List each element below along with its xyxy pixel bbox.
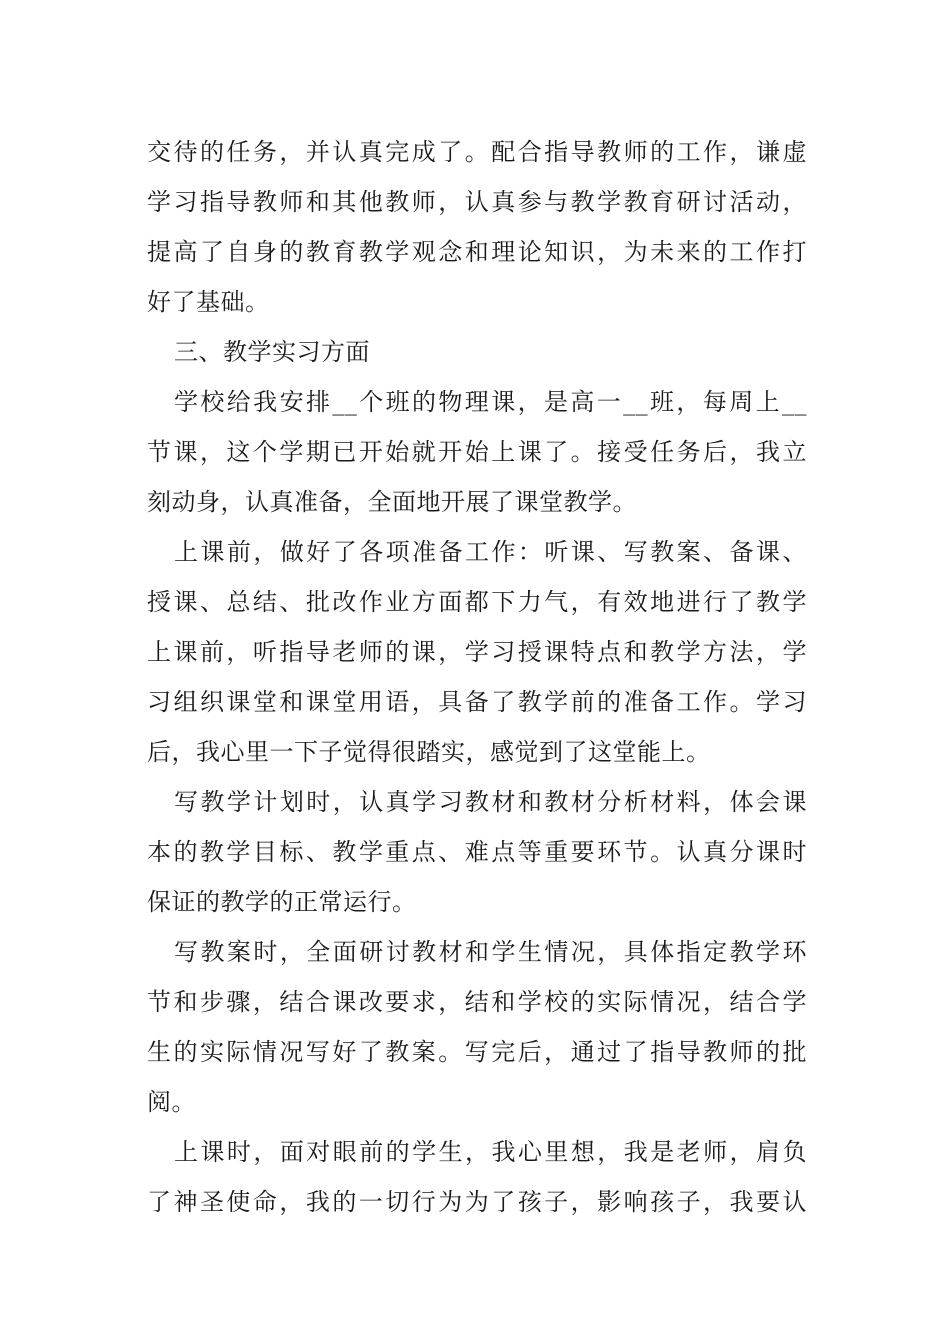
text-line: 上课前，听指导老师的课，学习授课特点和教学方法，学 (147, 638, 807, 666)
text-line: 生的实际情况写好了教案。写完后，通过了指导教师的批 (147, 1038, 807, 1066)
text-line: 授课、总结、批改作业方面都下力气，有效地进行了教学 (147, 588, 807, 616)
text-line: 了神圣使命，我的一切行为为了孩子，影响孩子，我要认 (147, 1188, 807, 1216)
text-line: 学校给我安排__个班的物理课，是高一__班，每周上__ (174, 388, 807, 416)
text-line: 节和步骤，结合课改要求，结和学校的实际情况，结合学 (147, 988, 807, 1016)
text-line: 上课前，做好了各项准备工作：听课、写教案、备课、 (174, 538, 807, 566)
text-line: 节课，这个学期已开始就开始上课了。接受任务后，我立 (147, 438, 807, 466)
text-line: 刻动身，认真准备，全面地开展了课堂教学。 (147, 488, 637, 516)
text-line: 写教学计划时，认真学习教材和教材分析材料，体会课 (174, 788, 807, 816)
text-line: 本的教学目标、教学重点、难点等重要环节。认真分课时 (147, 838, 807, 866)
text-line: 好了基础。 (147, 288, 270, 316)
document-body (147, 127, 807, 1227)
text-line: 后，我心里一下子觉得很踏实，感觉到了这堂能上。 (147, 738, 711, 766)
text-line: 写教案时，全面研讨教材和学生情况，具体指定教学环 (174, 938, 807, 966)
text-line: 交待的任务，并认真完成了。配合指导教师的工作，谦虚 (147, 138, 807, 166)
section-heading: 三、教学实习方面 (174, 338, 370, 366)
text-line: 阅。 (147, 1088, 196, 1116)
text-line: 习组织课堂和课堂用语，具备了教学前的准备工作。学习 (147, 688, 807, 716)
text-line: 学习指导教师和其他教师，认真参与教学教育研讨活动， (147, 188, 807, 216)
text-line: 上课时，面对眼前的学生，我心里想，我是老师，肩负 (174, 1138, 807, 1166)
text-line: 保证的教学的正常运行。 (147, 888, 417, 916)
text-line: 提高了自身的教育教学观念和理论知识，为未来的工作打 (147, 238, 807, 266)
